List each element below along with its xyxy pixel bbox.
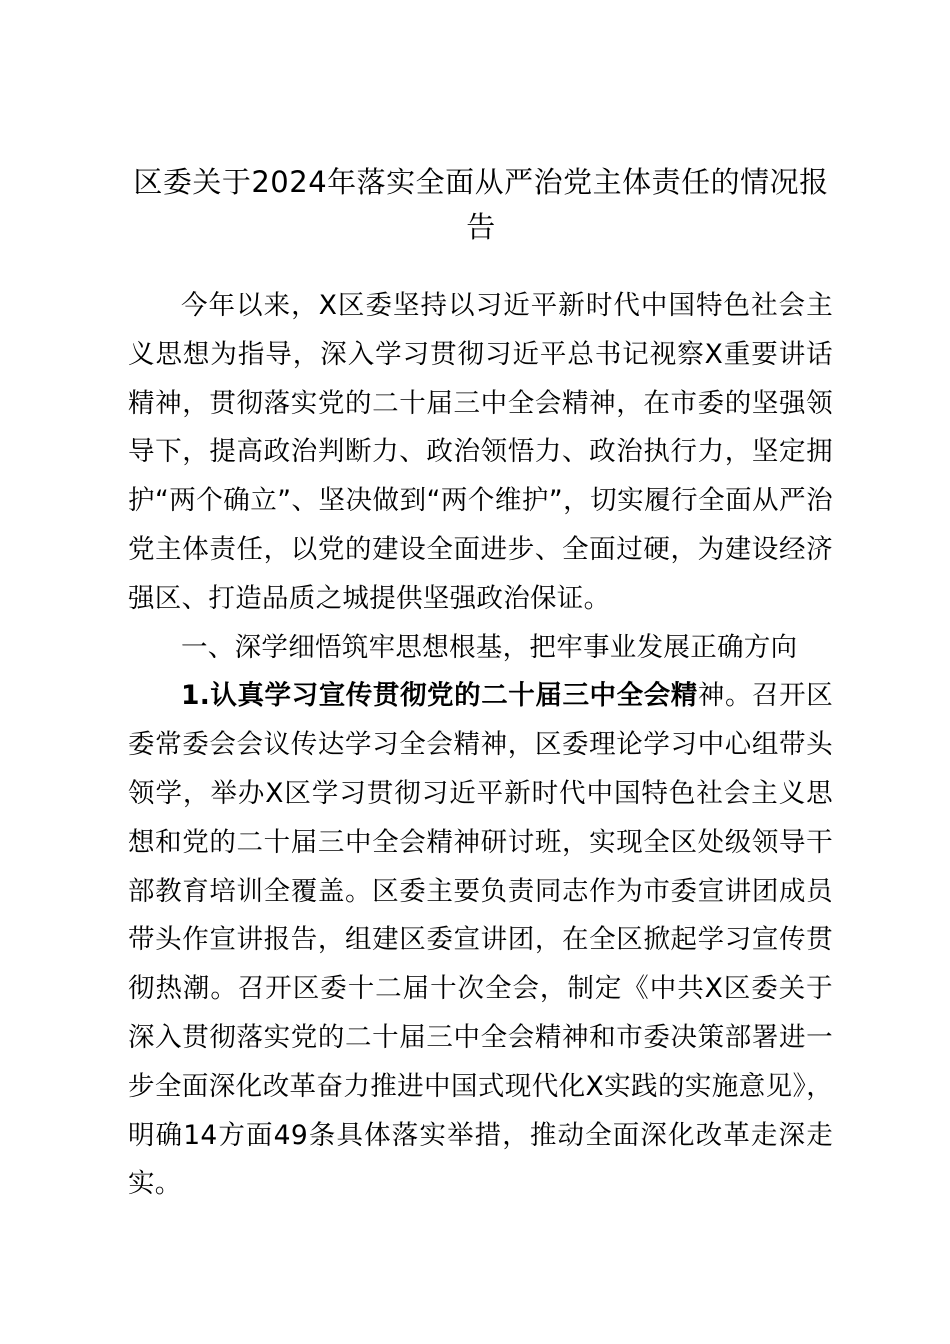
intro-paragraph: 今年以来，X区委坚持以习近平新时代中国特色社会主义思想为指导，深入学习贯彻习近平总书记视察X重要讲话精神，贯彻落实党的二十届三中全会精神，在市委的坚强领导下，提高政治判断力、政治领悟力、政治执行力，坚定拥护“两个确立”、坚决做到“两个维护”，切实履行全面从严治党主体责任，以党的建设全面进步、全面过硬，为建设经济强区、打造品质之城提供坚强政治保证。 [128, 290, 833, 614]
item-paragraph [128, 672, 833, 1209]
item-lead: 1.认真学习宣传贯彻党的二十届三中全会精 [181, 680, 698, 712]
item-body: 神。召开区委常委会会议传达学习全会精神，区委理论学习中心组带头领学，举办X区学习贯彻习近平新时代中国特色社会主义思想和党的二十届三中全会精神研讨班，实现全区处级领导干部教育培训全覆盖。区委主要负责同志作为市委宣讲团成员带头作宣讲报告，组建区委宣讲团，在全区掀起学习宣传贯彻热潮。召开区委十二届十次全会，制定《中共X区委关于深入贯彻落实党的二十届三中全会精神和市委决策部署进一步全面深化改革奋力推进中国式现代化X实践的实施意见》，明确14方面49条具体落实举措，推动全面深化改革走深走实。 [128, 680, 834, 1200]
document-title: 区委关于2024年落实全面从严治党主体责任的情况报告 [133, 165, 829, 244]
section-heading: 一、深学细悟筑牢思想根基，把牢事业发展正确方向 [181, 631, 798, 663]
document-body [128, 282, 833, 1209]
